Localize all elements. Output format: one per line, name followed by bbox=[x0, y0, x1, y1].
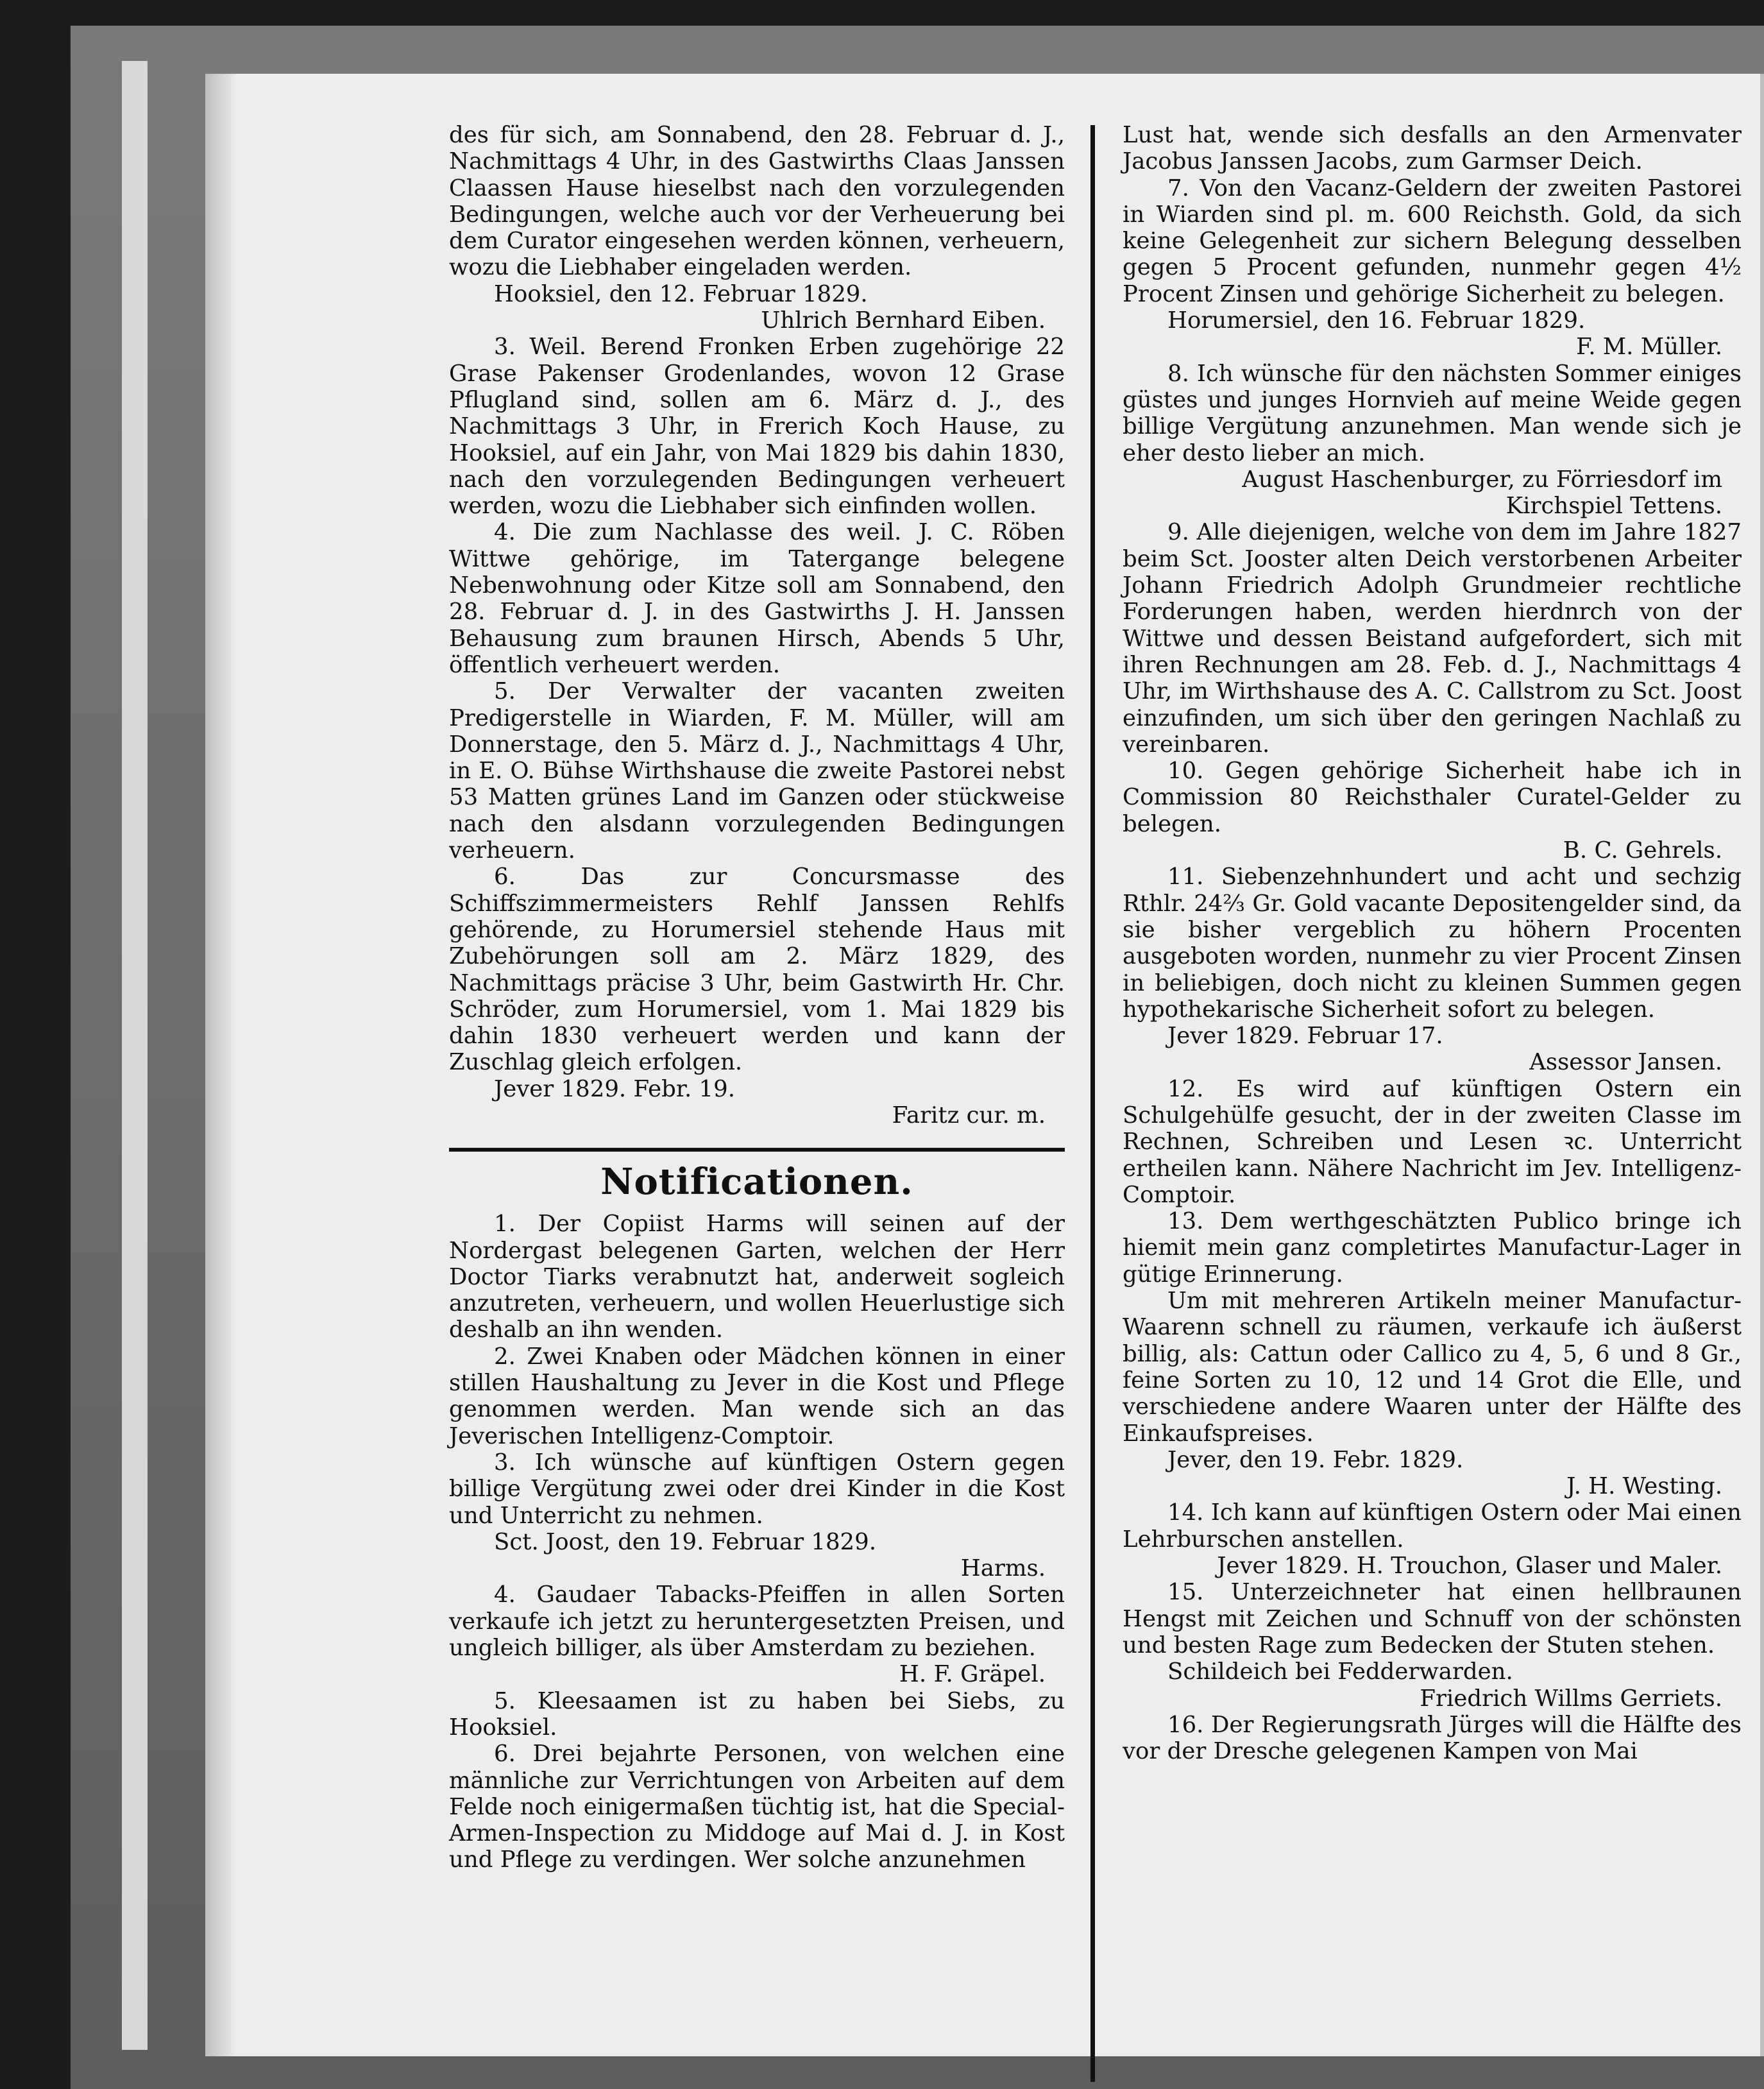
notice-signature: Uhlrich Bernhard Eiben. bbox=[761, 307, 1046, 334]
column-divider-rule bbox=[1090, 125, 1095, 2082]
notice-paragraph: 3. Weil. Berend Fronken Erben zugehörige 22 Grase Pakenser Grodenlandes, wovon 12 Grase Pflugland sind, sollen am 6. März d. J., des Nachmittags 3 Uhr, in Frerich Koch Hause, zu Hooksiel, auf ein Jahr, von Mai 1829 bis dahin 1830, nach den vorzulegenden Bedingungen verheuert werden, wozu die Liebhaber sich einfinden wollen. bbox=[449, 334, 1065, 520]
notice-paragraph: 5. Kleesaamen ist zu haben bei Siebs, zu Hooksiel. bbox=[449, 1687, 1065, 1741]
left-column-notifications bbox=[449, 1211, 1065, 1873]
notice-signature: Friedrich Willms Gerriets. bbox=[1420, 1685, 1722, 1712]
notice-paragraph: 3. Ich wünsche auf künftigen Ostern gegen billige Vergütung zwei oder drei Kinder in die Kost und Unterricht zu nehmen. bbox=[449, 1449, 1065, 1529]
notice-signature: Faritz cur. m. bbox=[892, 1102, 1046, 1129]
notice-signature: J. H. Westing. bbox=[1566, 1473, 1722, 1500]
notice-paragraph: 2. Zwei Knaben oder Mädchen können in einer stillen Haushaltung zu Jever in die Kost und Pflege genommen werden. Man wende sich an das Jeverischen Intelligenz-Comptoir. bbox=[449, 1343, 1065, 1449]
notice-place-date: Sct. Joost, den 19. Februar 1829. bbox=[494, 1528, 876, 1555]
notice-paragraph: Um mit mehreren Artikeln meiner Manufactur-Waarenn schnell zu räumen, verkaufe ich äußerst billig, als: Cattun oder Callico zu 4, 5, 6 und 8 Gr., feine Sorten zu 10, 12 und 14 Grot die Elle, und verschiedene andere Waaren unter der Hälfte des Einkaufspreises. bbox=[1123, 1288, 1742, 1447]
notice-place-date: Jever 1829. Februar 17. bbox=[1167, 1023, 1443, 1050]
notice-paragraph: 12. Es wird auf künftigen Ostern ein Schulgehülfe gesucht, der in der zweiten Classe im Rechnen, Schreiben und Lesen ꝛc. Unterricht ertheilen kann. Nähere Nachricht im Jev. Intelligenz-Comptoir. bbox=[1123, 1075, 1742, 1208]
notice-paragraph: 1. Der Copiist Harms will seinen auf der Nordergast belegenen Garten, welchen der Herr Doctor Tiarks verabnutzt hat, anderweit sogleich anzutreten, verheuern, und wollen Heuerlustige sich deshalb an ihn wenden. bbox=[449, 1211, 1065, 1343]
notice-signature: Assessor Jansen. bbox=[1529, 1049, 1722, 1076]
notice-paragraph: 4. Die zum Nachlasse des weil. J. C. Röben Wittwe gehörige, im Tatergange belegene Nebenwohnung oder Kitze soll am Sonnabend, den 28. Februar d. J. in des Gastwirths J. H. Janssen Behausung zum braunen Hirsch, Abends 5 Uhr, öffentlich verheuert werden. bbox=[449, 519, 1065, 678]
notice-paragraph: Lust hat, wende sich desfalls an den Armenvater Jacobus Janssen Jacobs, zum Garmser Deich. bbox=[1123, 122, 1742, 175]
notice-paragraph: 14. Ich kann auf künftigen Ostern oder Mai einen Lehrburschen anstellen. bbox=[1123, 1499, 1742, 1553]
left-column-notices bbox=[449, 122, 1065, 1129]
notice-signature: B. C. Gehrels. bbox=[1563, 837, 1722, 864]
notice-paragraph: 6. Das zur Concursmasse des Schiffszimmermeisters Rehlf Janssen Rehlfs gehörende, zu Horumersiel stehende Haus mit Zubehörungen soll am 2. März 1829, des Nachmittags präcise 3 Uhr, beim Gastwirth Hr. Chr. Schröder, zum Horumersiel, vom 1. Mai 1829 bis dahin 1830 verheuert werden und kann der Zuschlag gleich erfolgen. bbox=[449, 864, 1065, 1076]
notice-place-date: Jever 1829. Febr. 19. bbox=[494, 1075, 735, 1102]
page-gutter-shadow bbox=[205, 74, 237, 2056]
section-heading: Notificationen. bbox=[600, 1161, 913, 1204]
notice-paragraph: 7. Von den Vacanz-Geldern der zweiten Pastorei in Wiarden sind pl. m. 600 Reichsth. Gold, da sich keine Gelegenheit zur sichern Belegung desselben gegen 5 Procent gefunden, nunmehr gegen 4½ Procent Zinsen und gehörige Sicherheit zu belegen. bbox=[1123, 175, 1742, 307]
notice-paragraph: 16. Der Regierungsrath Jürges will die Hälfte des vor der Dresche gelegenen Kampen von Mai bbox=[1123, 1711, 1742, 1765]
notice-place-date: Hooksiel, den 12. Februar 1829. bbox=[494, 280, 868, 307]
notice-paragraph: 4. Gaudaer Tabacks-Pfeiffen in allen Sorten verkaufe ich jetzt zu heruntergesetzten Preisen, und ungleich billiger, als über Amsterdam zu beziehen. bbox=[449, 1582, 1065, 1662]
right-column bbox=[1123, 122, 1742, 1764]
book-cover-edge bbox=[122, 61, 148, 2050]
left-column bbox=[449, 122, 1065, 1873]
notice-signature: F. M. Müller. bbox=[1576, 334, 1722, 361]
notice-place-date: Jever, den 19. Febr. 1829. bbox=[1167, 1446, 1464, 1473]
notice-signature: H. F. Gräpel. bbox=[899, 1661, 1046, 1688]
section-separator bbox=[449, 1148, 1065, 1152]
right-column-notices bbox=[1123, 122, 1742, 1764]
notice-signature: August Haschenburger, zu Förriesdorf im Kirchspiel Tettens. bbox=[1242, 466, 1722, 520]
notice-paragraph: 13. Dem werthgeschätzten Publico bringe ich hiemit mein ganz completirtes Manufactur-Lager in gütige Erinnerung. bbox=[1123, 1208, 1742, 1288]
notice-paragraph: 9. Alle diejenigen, welche von dem im Jahre 1827 beim Sct. Jooster alten Deich verstorbenen Arbeiter Johann Friedrich Adolph Grundmeier rechtliche Forderungen haben, werden hierdnrch von der Wittwe und dessen Beistand aufgefordert, sich mit ihren Rechnungen am 28. Feb. d. J., Nachmittags 4 Uhr, im Wirthshause des A. C. Callstrom zu Sct. Joost einzufinden, um sich über den geringen Nachlaß zu vereinbaren. bbox=[1123, 519, 1742, 758]
notice-place-date: Horumersiel, den 16. Februar 1829. bbox=[1167, 307, 1586, 334]
notice-signature: Harms. bbox=[960, 1555, 1046, 1582]
notice-place-date: Schildeich bei Fedderwarden. bbox=[1167, 1658, 1513, 1685]
notice-paragraph: 15. Unterzeichneter hat einen hellbraunen Hengst mit Zeichen und Schnuff von der schönsten und besten Rage zum Bedecken der Stuten stehen. bbox=[1123, 1579, 1742, 1658]
notice-paragraph: 8. Ich wünsche für den nächsten Sommer einiges güstes und junges Hornvieh auf meine Weide gegen billige Vergütung anzunehmen. Man wende sich je eher desto lieber an mich. bbox=[1123, 360, 1742, 466]
notice-paragraph: 6. Drei bejahrte Personen, von welchen eine männliche zur Verrichtungen von Arbeiten auf dem Felde noch einigermaßen tüchtig ist, hat die Special-Armen-Inspection zu Middoge auf Mai d. J. in Kost und Pflege zu verdingen. Wer solche anzunehmen bbox=[449, 1741, 1065, 1873]
notice-paragraph: 10. Gegen gehörige Sicherheit habe ich in Commission 80 Reichsthaler Curatel-Gelder zu belegen. bbox=[1123, 758, 1742, 837]
notice-paragraph: 5. Der Verwalter der vacanten zweiten Predigerstelle in Wiarden, F. M. Müller, will am Donnerstage, den 5. März d. J., Nachmittags 4 Uhr, in E. O. Bühse Wirthshause die zweite Pastorei nebst 53 Matten grünes Land im Ganzen oder stückweise nach den alsdann vorzulegenden Bedingungen verheuern. bbox=[449, 678, 1065, 864]
notice-paragraph: 11. Siebenzehnhundert und acht und sechzig Rthlr. 24⅔ Gr. Gold vacante Depositengelder sind, da sie bisher vergeblich zu höhern Procenten ausgeboten worden, nunmehr zu vier Procent Zinsen in beliebigen, doch nicht zu kleinen Summen gegen hypothekarische Sicherheit sofort zu belegen. bbox=[1123, 864, 1742, 1023]
notice-signature: Jever 1829. H. Trouchon, Glaser und Maler. bbox=[1217, 1553, 1722, 1580]
notice-paragraph: des für sich, am Sonnabend, den 28. Februar d. J., Nachmittags 4 Uhr, in des Gastwirths Claas Janssen Claassen Hause hieselbst nach den vorzulegenden Bedingungen, welche auch vor der Verheuerung bei dem Curator eingesehen werden können, verheuern, wozu die Liebhaber eingeladen werden. bbox=[449, 122, 1065, 281]
